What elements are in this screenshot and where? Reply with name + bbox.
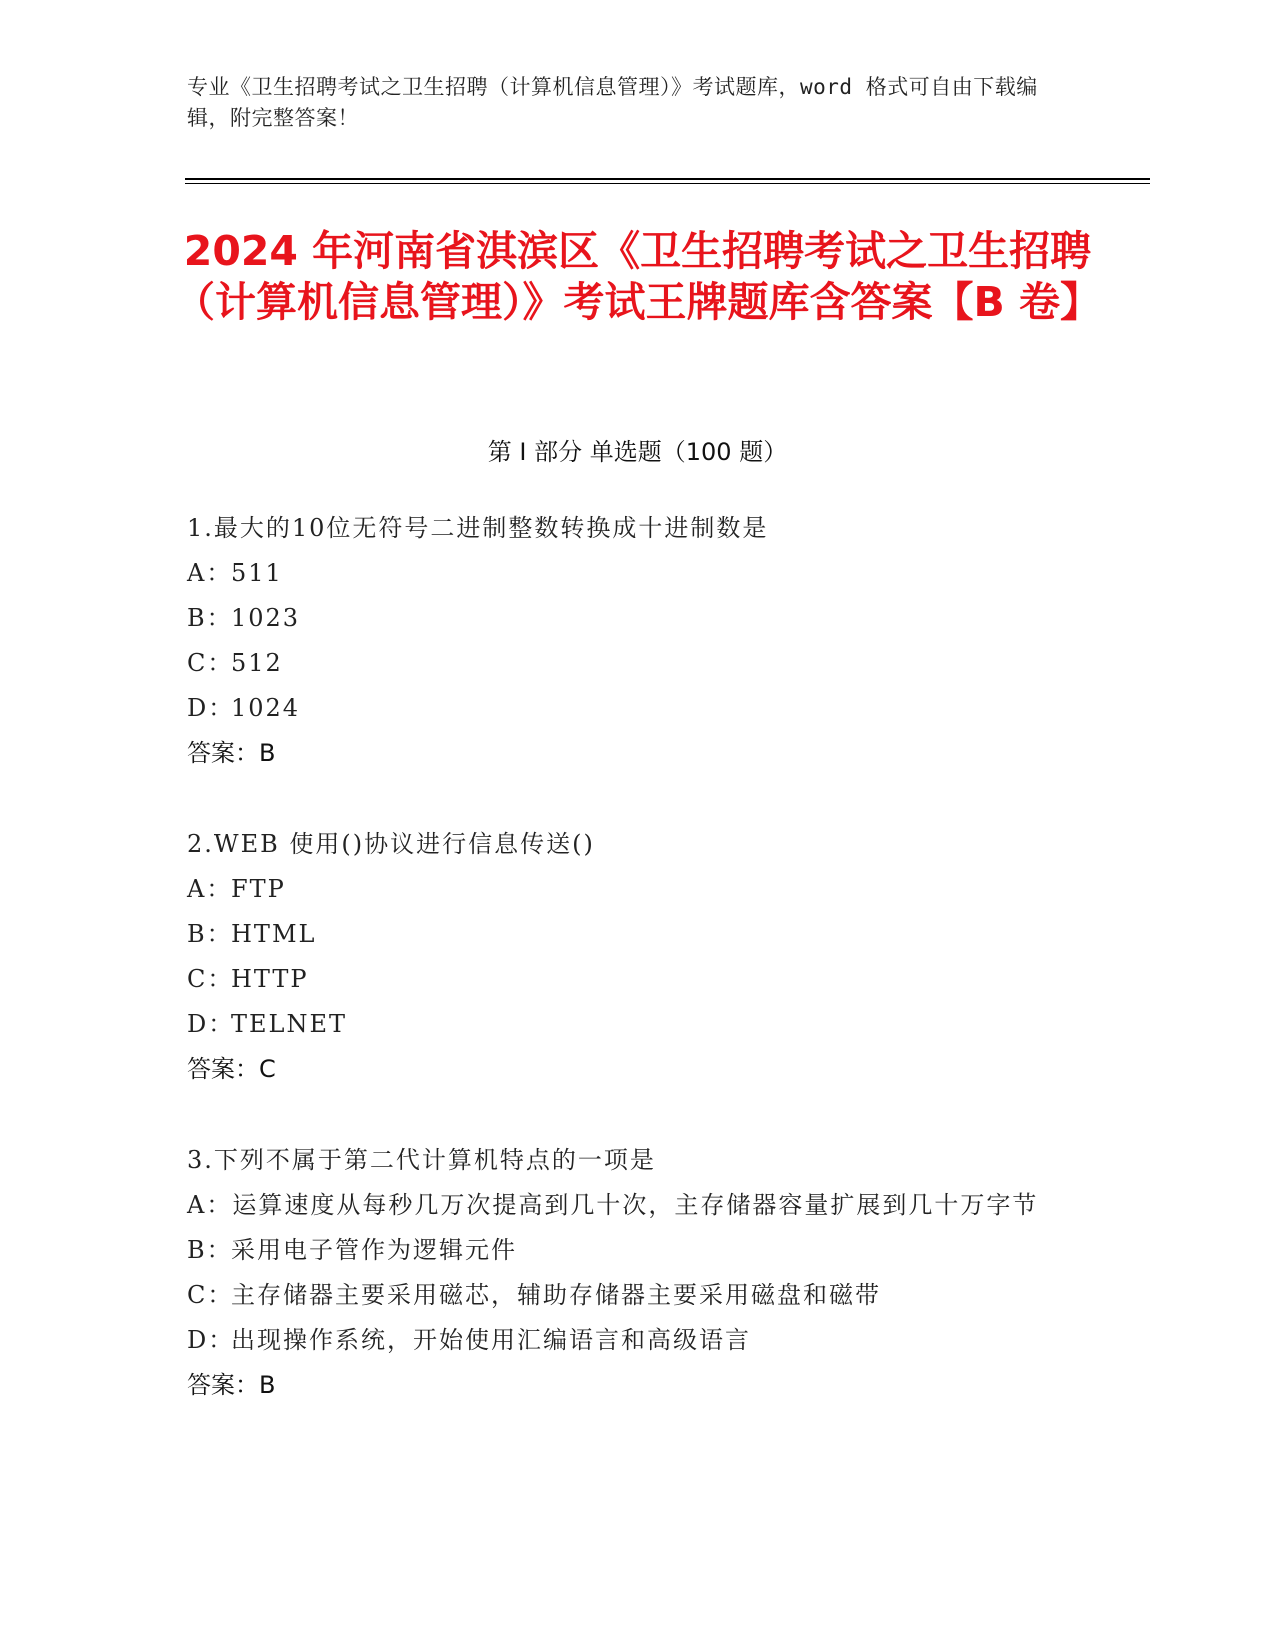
- option-b: [187, 912, 1087, 957]
- question-3: [187, 1138, 1087, 1408]
- answer-value: B: [259, 1371, 276, 1399]
- option-key: D：: [187, 694, 235, 722]
- section-heading: 第 I 部分 单选题（100 题）: [487, 438, 788, 466]
- option-d: [187, 1318, 1087, 1363]
- option-text: 511: [231, 559, 283, 587]
- header-divider-thin: [185, 183, 1150, 184]
- header-divider-thick: [185, 178, 1150, 180]
- question-stem: 2.WEB 使用()协议进行信息传送(): [187, 830, 595, 858]
- option-key: B：: [187, 1236, 233, 1264]
- option-text: 512: [231, 649, 283, 677]
- option-key: A：: [187, 875, 233, 903]
- answer: [187, 1047, 1087, 1092]
- option-text: TELNET: [231, 1010, 347, 1038]
- option-text: 1024: [231, 694, 301, 722]
- option-a: [187, 867, 1087, 912]
- option-c: [187, 957, 1087, 1002]
- header-note: 专业《卫生招聘考试之卫生招聘（计算机信息管理）》考试题库，word 格式可自由下载编辑，附完整答案！: [187, 75, 1038, 130]
- answer-value: C: [259, 1055, 276, 1083]
- answer-label: 答案：: [187, 1371, 259, 1399]
- option-text: 出现操作系统，开始使用汇编语言和高级语言: [231, 1326, 751, 1354]
- answer-label: 答案：: [187, 739, 259, 767]
- option-a: [187, 1183, 1087, 1228]
- option-d: [187, 686, 1087, 731]
- option-text: 运算速度从每秒几万次提高到几十次，主存储器容量扩展到几十万字节: [232, 1191, 1039, 1219]
- answer: [187, 1363, 1087, 1408]
- option-c: [187, 641, 1087, 686]
- answer: [187, 731, 1087, 776]
- option-key: C：: [187, 649, 234, 677]
- question-stem: 3.下列不属于第二代计算机特点的一项是: [187, 1146, 656, 1174]
- option-key: D：: [187, 1326, 235, 1354]
- option-key: C：: [187, 1281, 234, 1309]
- option-text: HTTP: [231, 965, 309, 993]
- option-text: 主存储器主要采用磁芯，辅助存储器主要采用磁盘和磁带: [231, 1281, 881, 1309]
- option-text: FTP: [231, 875, 286, 903]
- question-2: [187, 822, 1087, 1092]
- option-key: B：: [187, 604, 233, 632]
- option-key: C：: [187, 965, 234, 993]
- option-text: 1023: [231, 604, 301, 632]
- document-title: 2024 年河南省淇滨区《卫生招聘考试之卫生招聘（计算机信息管理）》考试王牌题库含答案【B 卷】: [173, 227, 1102, 326]
- question-stem: 1.最大的10位无符号二进制整数转换成十进制数是: [187, 514, 769, 542]
- option-text: 采用电子管作为逻辑元件: [231, 1236, 517, 1264]
- option-key: A：: [187, 559, 233, 587]
- option-d: [187, 1002, 1087, 1047]
- option-text: HTML: [231, 920, 317, 948]
- answer-label: 答案：: [187, 1055, 259, 1083]
- option-a: [187, 551, 1087, 596]
- option-c: [187, 1273, 1087, 1318]
- question-1: [187, 506, 1087, 776]
- option-key: D：: [187, 1010, 235, 1038]
- option-b: [187, 596, 1087, 641]
- option-key: A：: [187, 1191, 233, 1219]
- option-b: [187, 1228, 1087, 1273]
- answer-value: B: [259, 739, 276, 767]
- option-key: B：: [187, 920, 233, 948]
